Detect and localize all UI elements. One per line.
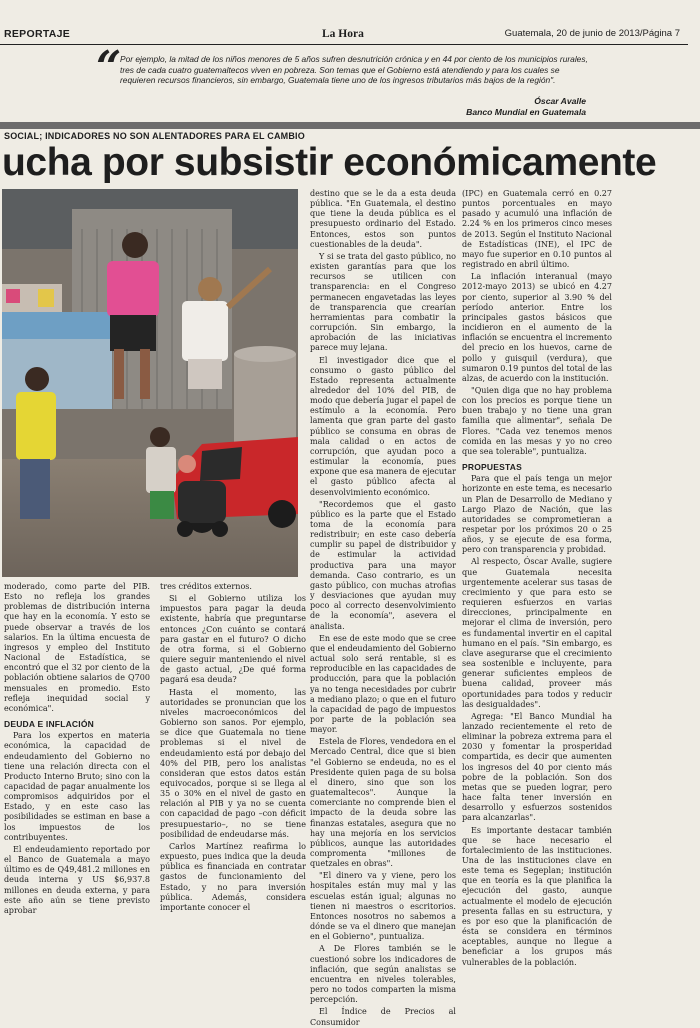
paragraph: "Recordemos que el gasto público es la parte que el Estado toma de la economía para redistribuir; en este caso debería cumplir su papel de distribuidor y de estimular la actividad productiva para una mayor demanda. Caso contrario, es un gasto público, con muchas atrofias y desviaciones que ayudan muy poco al correcto desenvolvimiento de la economía", asevera el analista.	[310, 499, 456, 631]
quote-author: Óscar Avalle	[534, 96, 586, 106]
paragraph: Hasta el momento, las autoridades se pronuncian que los niveles macroeconómicos del Gobierno son sanos. Por ejemplo, se dice que Guatemala no tiene problemas si el nivel de endeudamiento está por debajo del 40% del PIB, pero los analistas consideran que estos datos están equivocados, porque si se llega al 35 o 30% en el nivel de gasto en relación al PIB y ya no se cuenta con capacidad de pago –con déficit presupuestario–, no se tiene posibilidad de endeudarse más.	[160, 687, 306, 839]
article-column-2	[160, 582, 306, 912]
paragraph: Estela de Flores, vendedora en el Mercado Central, dice que si bien "el Gobierno se endeuda, no es el Presidente quien paga de su bolsa el dinero, sino que son los guatemaltecos". Aunque la comerciante no comprende bien el impacto de la deuda sobre las finanzas estatales, asegura que no hay una mejoría en los servicios públicos, aunque las autoridades compromenta "millones de quetzales en obras".	[310, 737, 456, 869]
article-column-1	[4, 582, 150, 915]
masthead: La Hora	[322, 28, 364, 40]
quote-source: Banco Mundial en Guatemala	[466, 107, 586, 117]
quote-mark-icon: “	[96, 42, 122, 93]
paragraph: A De Flores también se le cuestionó sobre los indicadores de inflación, que según analistas se encuentra en niveles tolerables, pero no todos comparten la misma percepción.	[310, 944, 456, 1005]
paragraph: (IPC) en Guatemala cerró en 0.27 puntos porcentuales en mayo pasado y acumuló una inflación de 2.24 % en los primeros cinco meses de 2013. Según el Instituto Nacional de Estadísticas (INE), el IPC de mayo fue superior en 0.10 puntos al registrado en abril último.	[462, 189, 612, 270]
article-column-4	[462, 189, 612, 967]
paragraph: El investigador dice que el consumo o gasto público del Estado representa actualmente alrededor del 10% del PIB, de modo que debería jugar el papel de estímulo a la economía. Pero lamenta que gran parte del gasto público se consuma en obras de mala calidad o en actos de corrupción, que ayudan poco a estimular la economía, pues expone que esa manera de ejecutar el gasto público afecta al desenvolvimiento económico.	[310, 355, 456, 497]
article-photo	[2, 189, 298, 577]
paragraph: Si el Gobierno utiliza los impuestos para pagar la deuda existente, habría que preguntarse entonces ¿Con cuánto se contará para gastar en el futuro? O dicho de otra forma, si el Gobierno quiere seguir manteniendo el nivel de gasto actual, ¿De qué forma pagará esa deuda?	[160, 594, 306, 685]
paragraph: El endeudamiento reportado por el Banco de Guatemala a mayo último es de Q49,481.2 millones en deuda interna y US $6,937.8 millones en deuda externa, y para este año aún se tiene previsto aprobar	[4, 844, 150, 915]
pull-quote: Por ejemplo, la mitad de los niños menores de 5 años sufren desnutrición crónica y en 44 por ciento de los municipios rurales, tres de cada cuatro guatemaltecos viven en pobreza. Son temas que el Gobierno está atendiendo y para los cuales se requieren recursos financieros, sin embargo, Guatemala tiene uno de los ingresos tributarios más bajos de la región".	[120, 54, 588, 86]
article-column-3	[310, 189, 456, 1027]
article-headline: ucha por subsistir económicamente	[2, 141, 657, 184]
paragraph: Carlos Martínez reafirma lo expuesto, pues indica que la deuda pública es financiada en contratar gastos de funcionamiento del Estado, y no para inversión pública. Además, considera importante conocer el	[160, 841, 306, 912]
paragraph: destino que se le da a esta deuda pública. "En Guatemala, el destino que tiene la deuda pública es el presupuesto ordinario del Estado. Entonces, estos son puntos cuestionables de la deuda".	[310, 189, 456, 249]
paragraph: tres créditos externos.	[160, 582, 252, 591]
paragraph: Para los expertos en materia económica, la capacidad de endeudamiento del Gobierno no tiene una relación directa con el Producto Interno Bruto; sino con la capacidad de pagar anualmente los compromisos adquiridos por el Estado, y en este caso las posibilidades se estiman en base a los impuestos de los contribuyentes.	[4, 731, 150, 842]
paragraph: "El dinero va y viene, pero los hospitales están muy mal y las escuelas están igual; algunas no tienen ni maestros o escritorios. Entonces nosotros no sabemos a dónde se va el dinero que manejan en el Gobierno", puntualiza.	[310, 871, 456, 942]
paragraph: "Quien diga que no hay problema con los precios es porque tiene un buen trabajo y no tiene una gran familia que alimentar", señala De Flores. "Cada vez tenemos menos comida en las mesas y yo no creo que sea tolerable", puntualiza.	[462, 385, 612, 456]
paragraph: moderado, como parte del PIB. Esto no refleja los grandes problemas de distribución interna que hay en la economía. Y esto se puede observar a través de los salarios. En la última encuesta de ingresos y empleo del Instituto Nacional de Estadística, se encontró que el 32 por ciento de la población obtiene salarios de Q700 mensuales en promedio. Esto refleja inequidad social y económica".	[4, 582, 150, 713]
section-label: REPORTAJE	[4, 28, 71, 40]
paragraph: Agrega: "El Banco Mundial ha lanzado recientemente el reto de eliminar la pobreza extrema para el 2030 y fomentar la prosperidad compartida, es decir que aumenten los ingresos del 40 por ciento más pobre de la población. Son dos metas que se pueden lograr, pero hace falta tener inversión en desarrollo y esfuerzos sostenidos para alcanzarlas".	[462, 711, 612, 823]
date-page: Guatemala, 20 de junio de 2013/Página 7	[504, 28, 680, 39]
paragraph: En ese de este modo que se cree que el endeudamiento del Gobierno actual solo será rentable, si es reproducible en las capacidades de producción, para que la población ya no tenga necesidades por cubrir a mediano plazo; o que en el futuro la capacidad de pago de impuestos por parte de la población sea mayor.	[310, 633, 456, 735]
section-band	[0, 122, 700, 129]
paragraph: Es importante destacar también que se hace necesario el fortalecimiento de las instituciones. Una de las instituciones clave en este tema es Segeplan; institución que en teoría es la que planifica la ejecución del gasto, aunque actualmente el modelo de ejecución presenta fallas en su estructura, y es por eso que la planificación de ésta se considera en términos aceptables, aunque no llegue a beneficiar a los grupos más vulnerables de la población.	[462, 825, 612, 967]
subheading: PROPUESTAS	[462, 462, 522, 473]
paragraph: Al respecto, Óscar Avalle, sugiere que Guatemala necesita urgentemente acelerar sus tasas de crecimiento y que para esto se requieren esfuerzos en varias direcciones, principalmente en mejorar el clima de inversión, pero es fundamental invertir en el capital humano en el país. "Sin embargo, es clave asegurarse que el crecimiento sea sostenible e incluyente, para generar suficientes empleos de buena calidad, proveer más oportunidades para todos y reducir las desigualdades".	[462, 557, 612, 709]
paragraph: Para que el país tenga un mejor horizonte en este tema, es necesario un Plan de Desarrollo de Mediano y Largo Plazo de Nación, que las autoridades se comprometieran a respetar por los próximos 20 o 25 años, y se ejecute de esa forma, pero con transparencia y probidad.	[462, 474, 612, 555]
article-kicker: SOCIAL; INDICADORES NO SON ALENTADORES PARA EL CAMBIO	[4, 131, 305, 141]
paragraph: La inflación interanual (mayo 2012-mayo 2013) se ubicó en 4.27 por ciento, superior al 3.90 % del período anterior. Entre los principales gastos básicos que incidieron en el aumento de la inflación se encuentra el incremento del precio en los huevos, carne de pollo y guisquil (verdura), que sumaron 0.19 puntos del total de las alzas, de acuerdo con la institución.	[462, 272, 612, 383]
paragraph: El Índice de Precios al Consumidor	[310, 1007, 456, 1027]
paragraph: Y si se trata del gasto público, no existen garantías para que los recursos se utilicen con transparencia: en el Congreso permanecen engavetadas las leyes de transparencia que crearían herramientas para combatir la corrupción. Sin embargo, la aprobación de las iniciativas parece muy lejana.	[310, 251, 456, 353]
subheading: DEUDA E INFLACIÓN	[4, 719, 94, 730]
